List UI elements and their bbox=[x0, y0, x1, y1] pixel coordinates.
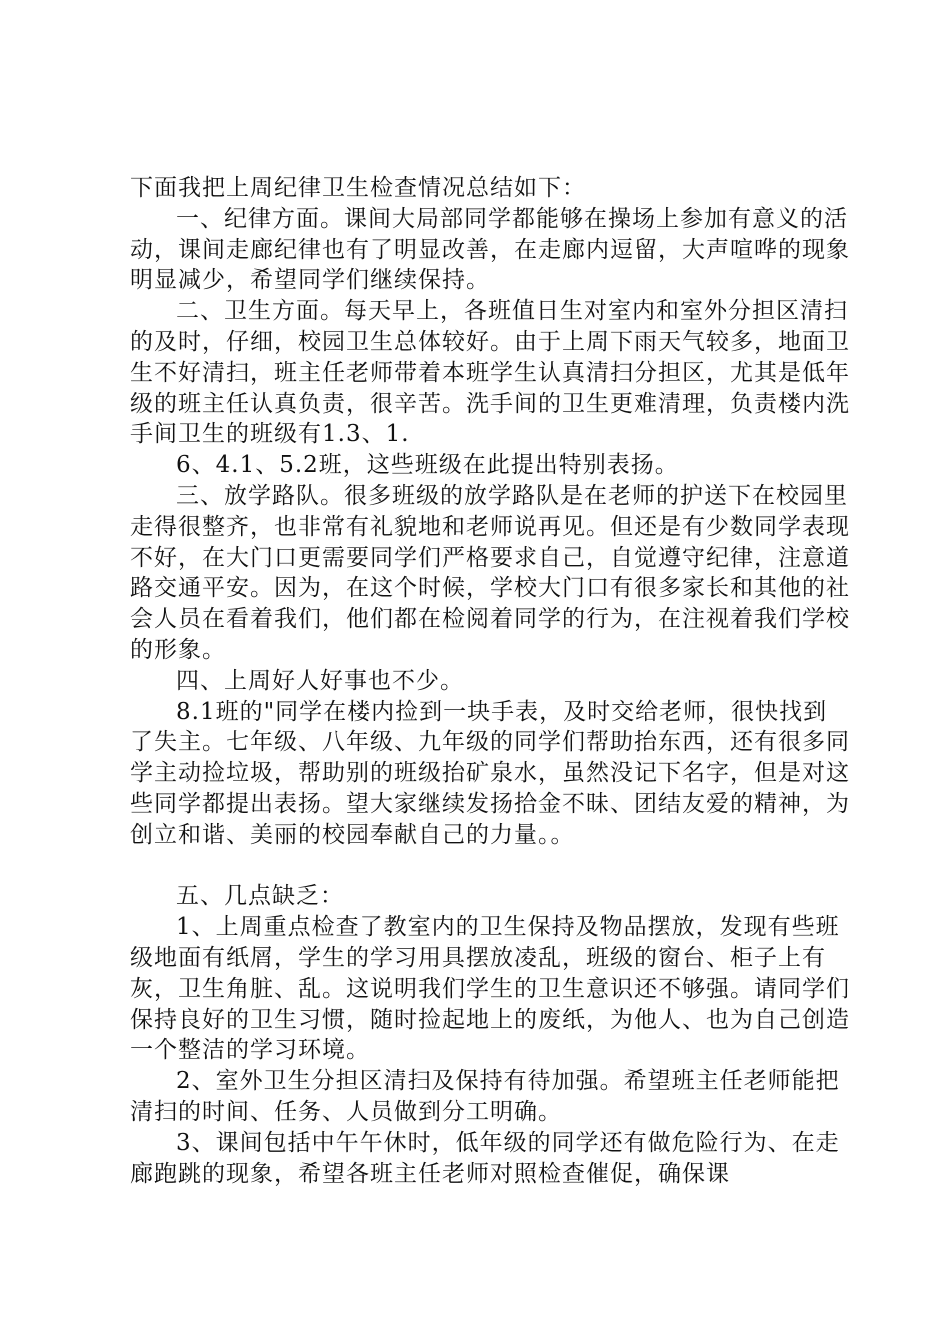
shortcomings-heading: 五、几点缺乏： bbox=[176, 883, 344, 910]
good-deeds-heading: 四、上周好人好事也不少。 bbox=[176, 667, 464, 694]
shortcoming-item-1: 1、上周重点检查了教室内的卫生保持及物品摆放，发现有些班级地面有纸屑，学生的学习用具摆放凌乱，班级的窗台、柜子上有灰，卫生角脏、乱。这说明我们学生的卫生意识还不够强。请同学们保持良好的卫生习惯，随时捡起地上的废纸，为他人、也为自己创造一个整洁的学习环境。 bbox=[130, 914, 850, 1064]
paragraph-gap bbox=[130, 851, 850, 882]
hygiene-classes-paragraph: 6、4.1、5.2班，这些班级在此提出特别表扬。 bbox=[176, 452, 679, 479]
dismissal-paragraph: 三、放学路队。很多班级的放学路队是在老师的护送下在校园里走得很整齐，也非常有礼貌地和老师说再见。但还是有少数同学表现不好，在大门口更需要同学们严格要求自己，自觉遵守纪律，注意道路交通平安。因为，在这个时候，学校大门口有很多家长和其他的社会人员在看着我们，他们都在检阅着同学的行为，在注视着我们学校的形象。 bbox=[130, 482, 850, 663]
shortcoming-item-3: 3、课间包括中午午休时，低年级的同学还有做危险行为、在走廊跑跳的现象，希望各班主任老师对照检查催促，确保课 bbox=[130, 1129, 840, 1187]
good-deeds-paragraph: 8.1班的"同学在楼内捡到一块手表，及时交给老师，很快找到了失主。七年级、八年级、九年级的同学们帮助抬东西，还有很多同学主动捡垃圾，帮助别的班级抬矿泉水，虽然没记下名字，但是对这些同学都提出表扬。望大家继续发扬拾金不昧、团结友爱的精神，为创立和谐、美丽的校园奉献自己的力量。。 bbox=[130, 698, 850, 848]
document-body bbox=[130, 173, 850, 1189]
hygiene-paragraph: 二、卫生方面。每天早上，各班值日生对室内和室外分担区清扫的及时，仔细，校园卫生总体较好。由于上周下雨天气较多，地面卫生不好清扫，班主任老师带着本班学生认真清扫分担区，尤其是低年级的班主任认真负责，很辛苦。洗手间的卫生更难清理，负责楼内洗手间卫生的班级有1.3、1. bbox=[130, 298, 850, 448]
shortcoming-item-2: 2、室外卫生分担区清扫及保持有待加强。希望班主任老师能把清扫的时间、任务、人员做到分工明确。 bbox=[130, 1068, 840, 1125]
intro-paragraph: 下面我把上周纪律卫生检查情况总结如下： bbox=[130, 175, 586, 201]
discipline-paragraph: 一、纪律方面。课间大局部同学都能够在操场上参加有意义的活动，课间走廊纪律也有了明显改善，在走廊内逗留，大声喧哗的现象明显减少，希望同学们继续保持。 bbox=[130, 205, 850, 294]
